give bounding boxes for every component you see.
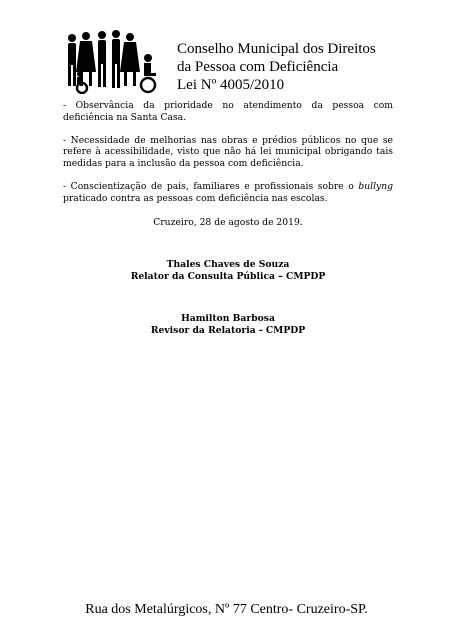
paragraph-3-text-a: - Conscientização de pais, familiares e profissionais sobre o [63,181,359,193]
signature-2-name: Hamilton Barbosa [181,313,275,324]
signature-1-role: Relator da Consulta Pública – CMPDP [130,271,326,282]
paragraph-3-italic: bullyng [358,181,393,193]
header-line-3: Lei Nº 4005/2010 [177,77,285,93]
paragraph-2: - Necessidade de melhorias nas obras e prédios públicos no que se refere à acessibilidade, visto que não há lei municipal obrigando tais medidas para a inclusão da pessoa com deficiência. [63,134,393,169]
people-with-disabilities-icon [64,30,160,94]
header-line-2: da Pessoa com Deficiência [177,59,339,75]
signature-2-role: Revisor da Relatoria - CMPDP [150,325,306,336]
paragraph-1: - Observância da prioridade no atendimento da pessoa com deficiência na Santa Casa. [63,100,393,123]
paragraph-3-text-b: praticado contra as pessoas com deficiência nas escolas. [63,192,328,204]
date-line: Cruzeiro, 28 de agosto de 2019. [153,217,303,228]
document-body [63,100,393,216]
signature-1-name: Thales Chaves de Souza [166,259,290,270]
header-title [177,40,376,94]
footer-address: Rua dos Metalúrgicos, Nº 77 Centro- Cruzeiro-SP. [85,602,368,617]
header-line-1: Conselho Municipal dos Direitos [177,41,376,57]
paragraph-3 [63,181,393,204]
